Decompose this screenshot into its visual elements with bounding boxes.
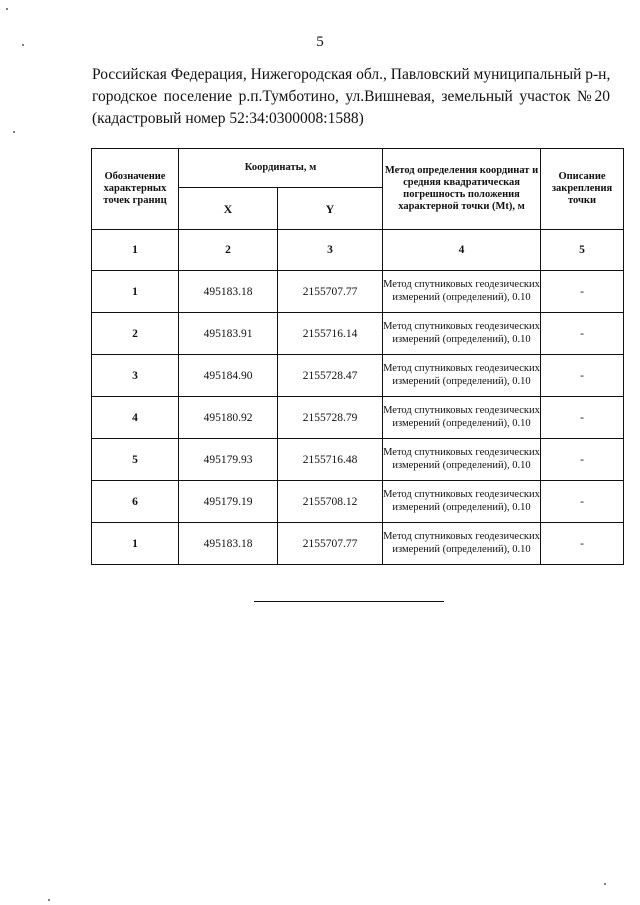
scan-speck <box>6 8 8 10</box>
table-row <box>92 439 624 481</box>
method-cell: Метод спутниковых геодезических измерений (определений), 0.10 <box>383 481 541 523</box>
point-id: 5 <box>92 439 179 481</box>
point-id: 1 <box>92 271 179 313</box>
coord-x: 495183.18 <box>179 271 278 313</box>
column-numbers-row <box>92 230 624 271</box>
table-row <box>92 271 624 313</box>
description-cell: - <box>541 313 624 355</box>
address-line-1: Российская Федерация, Нижегородская обл., Павловский муниципальный р-н, <box>92 66 611 83</box>
coord-y: 2155716.14 <box>278 313 383 355</box>
land-plot-address <box>92 64 610 130</box>
point-id: 4 <box>92 397 179 439</box>
description-cell: - <box>541 523 624 565</box>
coord-y: 2155708.12 <box>278 481 383 523</box>
column-number: 2 <box>179 230 278 271</box>
description-cell: - <box>541 397 624 439</box>
method-cell: Метод спутниковых геодезических измерений (определений), 0.10 <box>383 523 541 565</box>
cadastral-number-line: (кадастровый номер 52:34:0300008:1588) <box>92 110 364 127</box>
scan-speck <box>22 44 24 46</box>
header-point-fixing-description: Описание закрепления точки <box>541 149 624 230</box>
column-number: 3 <box>278 230 383 271</box>
header-determination-method: Метод определения координат и средняя квадратическая погрешность положения характерной точки (Mt), м <box>383 149 541 230</box>
point-id: 3 <box>92 355 179 397</box>
scan-speck <box>13 131 15 133</box>
coord-y: 2155707.77 <box>278 523 383 565</box>
boundary-points-table <box>91 148 624 565</box>
point-id: 6 <box>92 481 179 523</box>
coord-x: 495183.18 <box>179 523 278 565</box>
table-row <box>92 355 624 397</box>
coord-y: 2155728.79 <box>278 397 383 439</box>
table-row <box>92 397 624 439</box>
point-id: 1 <box>92 523 179 565</box>
description-cell: - <box>541 355 624 397</box>
address-line-2: городское поселение р.п.Тумботино, ул.Вишневая, земельный участок №20 <box>92 88 610 105</box>
method-cell: Метод спутниковых геодезических измерений (определений), 0.10 <box>383 397 541 439</box>
column-number: 5 <box>541 230 624 271</box>
header-coordinates: Координаты, м <box>179 149 383 188</box>
coord-x: 495179.93 <box>179 439 278 481</box>
description-cell: - <box>541 271 624 313</box>
coord-x: 495183.91 <box>179 313 278 355</box>
column-number: 4 <box>383 230 541 271</box>
coord-x: 495184.90 <box>179 355 278 397</box>
coord-x: 495179.19 <box>179 481 278 523</box>
header-y: Y <box>278 188 383 230</box>
method-cell: Метод спутниковых геодезических измерений (определений), 0.10 <box>383 439 541 481</box>
point-id: 2 <box>92 313 179 355</box>
coord-y: 2155716.48 <box>278 439 383 481</box>
table-row <box>92 523 624 565</box>
scan-speck <box>48 899 50 901</box>
method-cell: Метод спутниковых геодезических измерений (определений), 0.10 <box>383 271 541 313</box>
scan-speck <box>604 883 606 885</box>
method-cell: Метод спутниковых геодезических измерений (определений), 0.10 <box>383 355 541 397</box>
coord-y: 2155707.77 <box>278 271 383 313</box>
table-row <box>92 481 624 523</box>
header-point-designation: Обозначение характерных точек границ <box>92 149 179 230</box>
table-row <box>92 313 624 355</box>
description-cell: - <box>541 481 624 523</box>
coord-x: 495180.92 <box>179 397 278 439</box>
signature-line <box>254 601 444 602</box>
method-cell: Метод спутниковых геодезических измерений (определений), 0.10 <box>383 313 541 355</box>
coord-y: 2155728.47 <box>278 355 383 397</box>
header-x: X <box>179 188 278 230</box>
page-number: 5 <box>316 34 324 50</box>
description-cell: - <box>541 439 624 481</box>
column-number: 1 <box>92 230 179 271</box>
